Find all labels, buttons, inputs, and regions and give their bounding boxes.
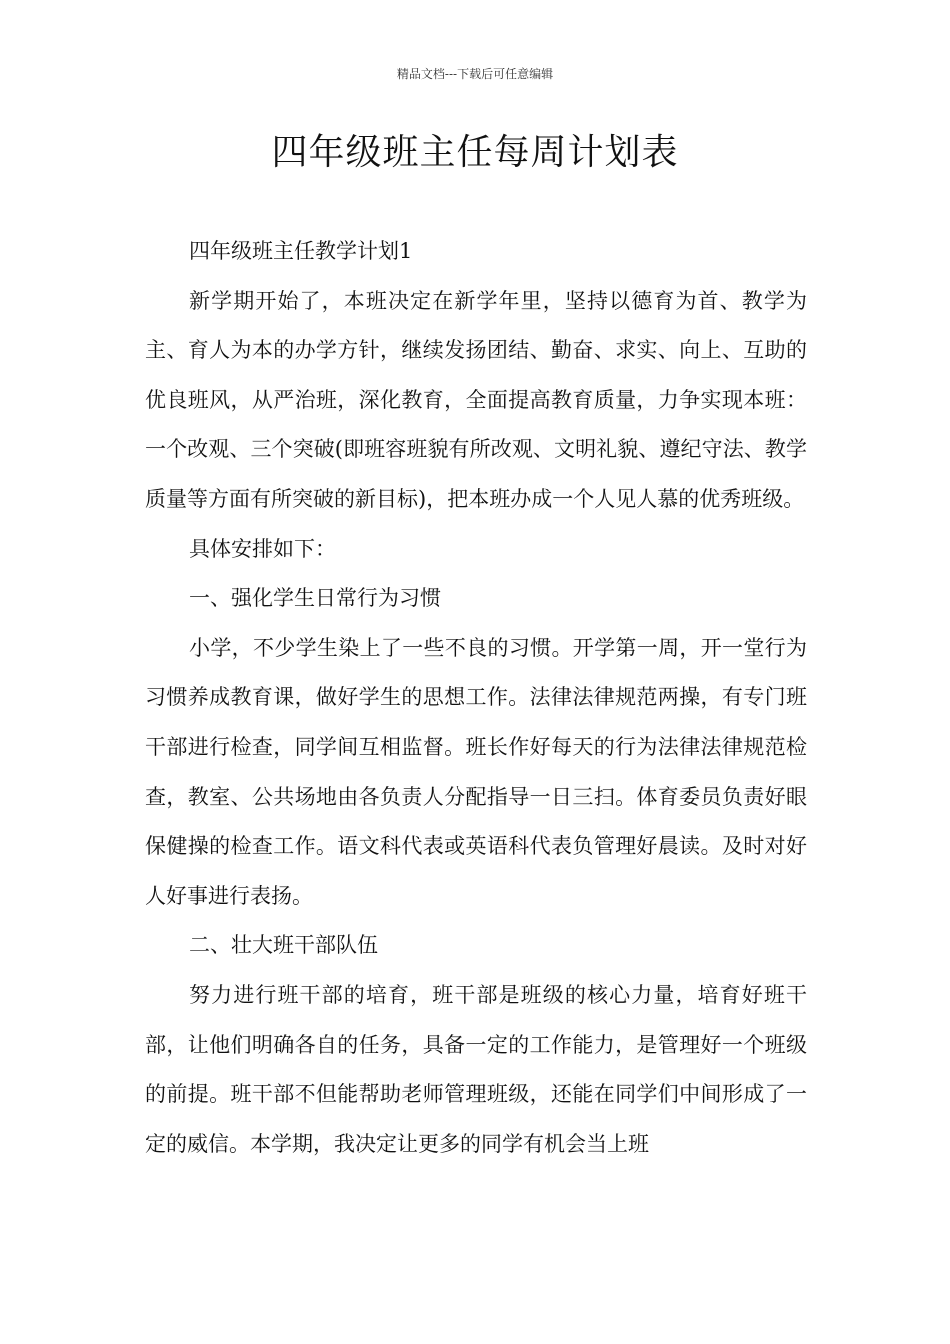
header-note: 精品文档---下载后可任意编辑 [396,67,554,81]
subtitle-paragraph: 四年级班主任教学计划1 [189,239,413,263]
arrangement-paragraph: 具体安排如下： [189,536,336,561]
document-body [145,227,807,1169]
section-2-paragraph: 努力进行班干部的培育，班干部是班级的核心力量，培育好班干部，让他们明确各自的任务，具备一定的工作能力，是管理好一个班级的前提。班干部不但能帮助老师管理班级，还能在同学们中间形成了一定的威信。本学期，我决定让更多的同学有机会当上班 [145,982,807,1156]
section-heading-2: 二、壮大班干部队伍 [189,933,378,958]
section-heading-1: 一、强化学生日常行为习惯 [189,586,441,611]
document-title: 四年级班主任每周计划表 [271,132,679,173]
section-1-paragraph: 小学，不少学生染上了一些不良的习惯。开学第一周，开一堂行为习惯养成教育课，做好学生的思想工作。法律法律规范两操，有专门班干部进行检查，同学间互相监督。班长作好每天的行为法律法律规范检查，教室、公共场地由各负责人分配指导一日三扫。体育委员负责好眼保健操的检查工作。语文科代表或英语科代表负管理好晨读。及时对好人好事进行表扬。 [145,635,807,908]
intro-paragraph: 新学期开始了，本班决定在新学年里，坚持以德育为首、教学为主、育人为本的办学方针，继续发扬团结、勤奋、求实、向上、互助的优良班风，从严治班，深化教育，全面提高教育质量，力争实现本班：一个改观、三个突破(即班容班貌有所改观、文明礼貌、遵纪守法、教学质量等方面有所突破的新目标)，把本班办成一个人见人慕的优秀班级。 [145,288,807,511]
